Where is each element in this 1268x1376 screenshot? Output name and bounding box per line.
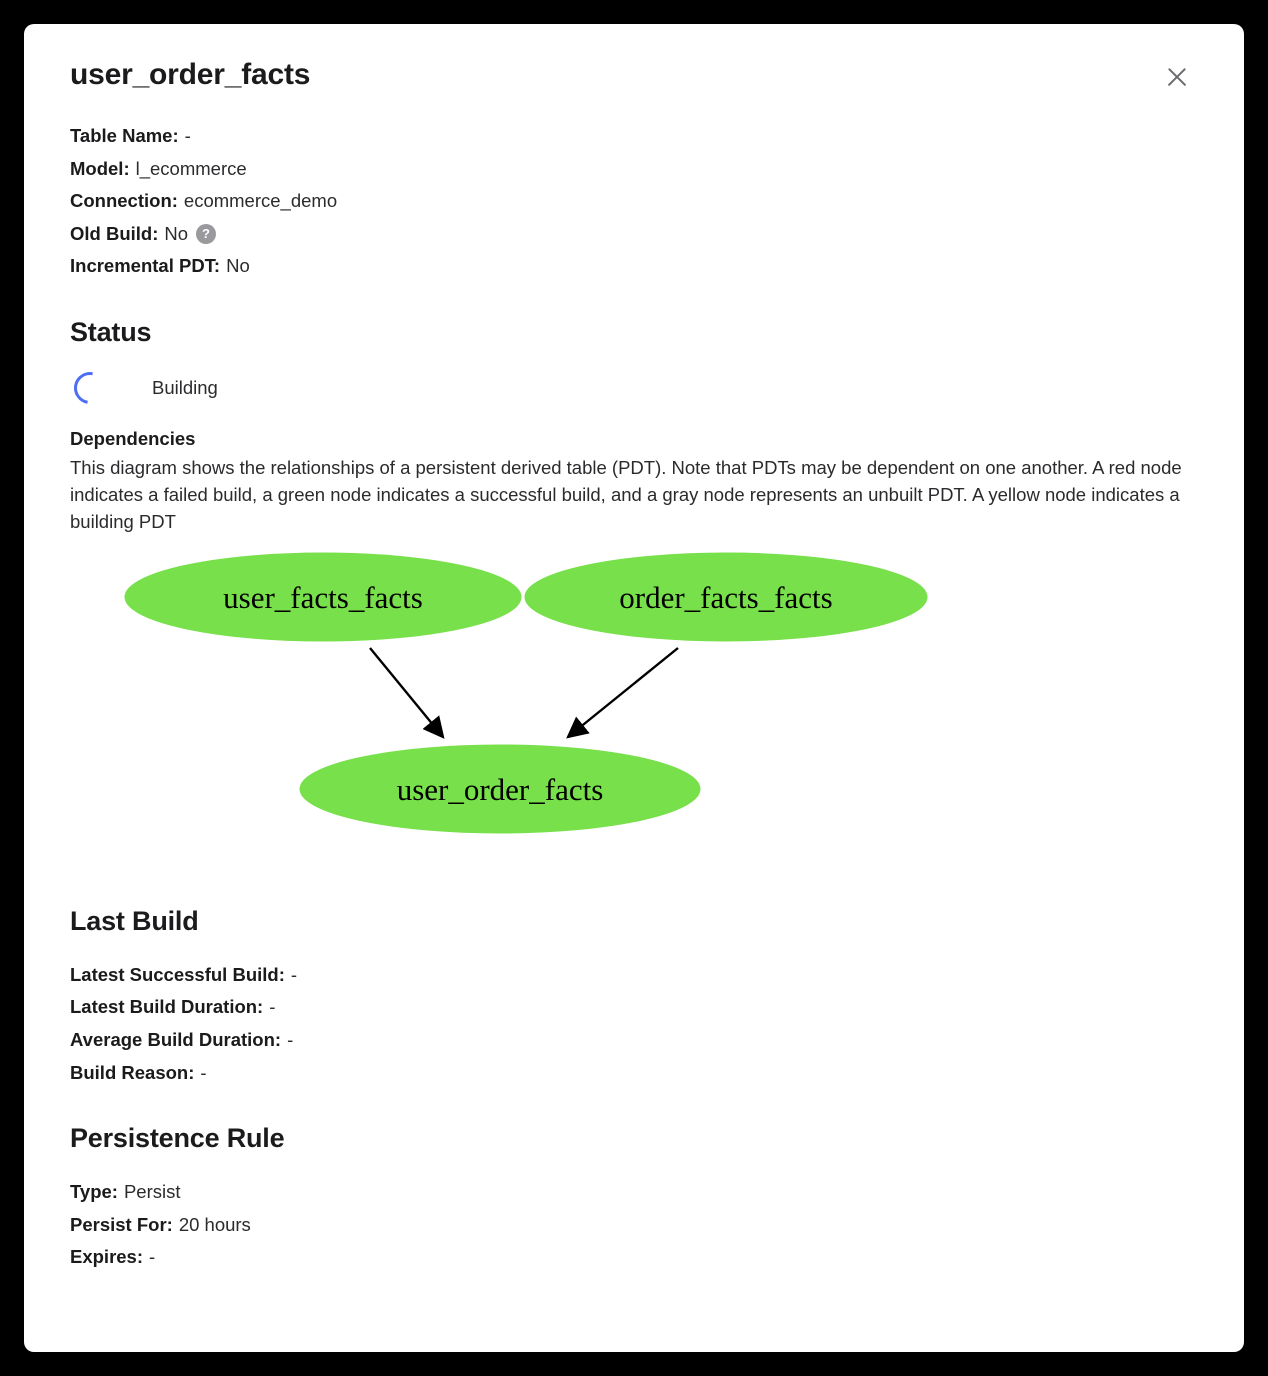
metadata-label: Incremental PDT: bbox=[70, 255, 221, 277]
dependency-diagram bbox=[70, 552, 1200, 872]
last-build-row-latest-build-duration bbox=[70, 991, 1198, 1024]
metadata-label: Old Build: bbox=[70, 222, 159, 244]
last-build-value: - bbox=[287, 1028, 294, 1050]
persistence-row-type bbox=[70, 1176, 1198, 1209]
metadata-value: No bbox=[226, 255, 250, 277]
dialog-header bbox=[70, 58, 1198, 94]
page-title: user_order_facts bbox=[70, 58, 311, 91]
metadata-row-old-build bbox=[70, 218, 1198, 251]
pdt-details-dialog bbox=[24, 24, 1244, 1352]
status-text: Building bbox=[152, 376, 218, 398]
metadata-list bbox=[70, 120, 1198, 283]
last-build-list bbox=[70, 959, 1198, 1089]
diagram-node-user-facts-facts bbox=[125, 553, 521, 641]
diagram-node-order-facts-facts bbox=[525, 553, 927, 641]
last-build-value: - bbox=[200, 1061, 207, 1083]
metadata-row-connection bbox=[70, 185, 1198, 218]
close-icon[interactable] bbox=[1160, 60, 1194, 94]
metadata-row-table-name bbox=[70, 120, 1198, 153]
metadata-value: - bbox=[184, 125, 191, 146]
loading-spinner-icon bbox=[68, 365, 113, 410]
persistence-row-expires bbox=[70, 1241, 1198, 1274]
last-build-value: - bbox=[290, 963, 298, 985]
persistence-label: Persist For: bbox=[70, 1213, 173, 1235]
status-badge bbox=[70, 374, 1198, 402]
persistence-value: - bbox=[149, 1246, 156, 1268]
metadata-value: l_ecommerce bbox=[135, 157, 247, 179]
last-build-row-average-build-duration bbox=[70, 1024, 1198, 1057]
diagram-node-user-order-facts bbox=[300, 745, 700, 833]
persistence-rule-list bbox=[70, 1176, 1198, 1274]
persistence-label: Type: bbox=[70, 1181, 118, 1203]
last-build-label: Average Build Duration: bbox=[70, 1028, 282, 1050]
metadata-label: Connection: bbox=[70, 190, 178, 212]
persistence-value: 20 hours bbox=[178, 1213, 251, 1235]
metadata-value: ecommerce_demo bbox=[183, 190, 338, 212]
dependencies-description: This diagram shows the relationships of a persistent derived table (PDT). Note that PDTs may be dependent on one another. A red node indicates a failed build, a green node indicates a successful build, and a gray node represents an unbuilt PDT. A yellow node indicates a building PDT bbox=[70, 456, 1182, 533]
last-build-row-latest-successful-build bbox=[70, 959, 1198, 992]
last-build-label: Latest Build Duration: bbox=[70, 996, 264, 1018]
help-icon[interactable]: ? bbox=[196, 224, 216, 244]
metadata-label: Model: bbox=[70, 157, 130, 179]
persistence-value: Persist bbox=[123, 1181, 181, 1203]
status-heading: Status bbox=[70, 316, 152, 347]
last-build-heading: Last Build bbox=[70, 905, 199, 936]
metadata-value: No bbox=[164, 222, 189, 244]
metadata-row-model bbox=[70, 153, 1198, 186]
persistence-row-persist-for bbox=[70, 1209, 1198, 1242]
persistence-rule-heading: Persistence Rule bbox=[70, 1123, 285, 1154]
metadata-label: Table Name: bbox=[70, 125, 179, 146]
diagram-node-label: user_facts_facts bbox=[223, 579, 423, 615]
last-build-value: - bbox=[269, 996, 276, 1018]
last-build-label: Latest Successful Build: bbox=[70, 963, 285, 985]
diagram-node-label: user_order_facts bbox=[396, 771, 604, 807]
persistence-label: Expires: bbox=[70, 1246, 144, 1268]
diagram-node-label: order_facts_facts bbox=[619, 579, 833, 615]
last-build-label: Build Reason: bbox=[70, 1061, 195, 1083]
dependencies-heading: Dependencies bbox=[70, 427, 196, 449]
metadata-row-incremental-pdt bbox=[70, 250, 1198, 283]
last-build-row-build-reason bbox=[70, 1057, 1198, 1090]
